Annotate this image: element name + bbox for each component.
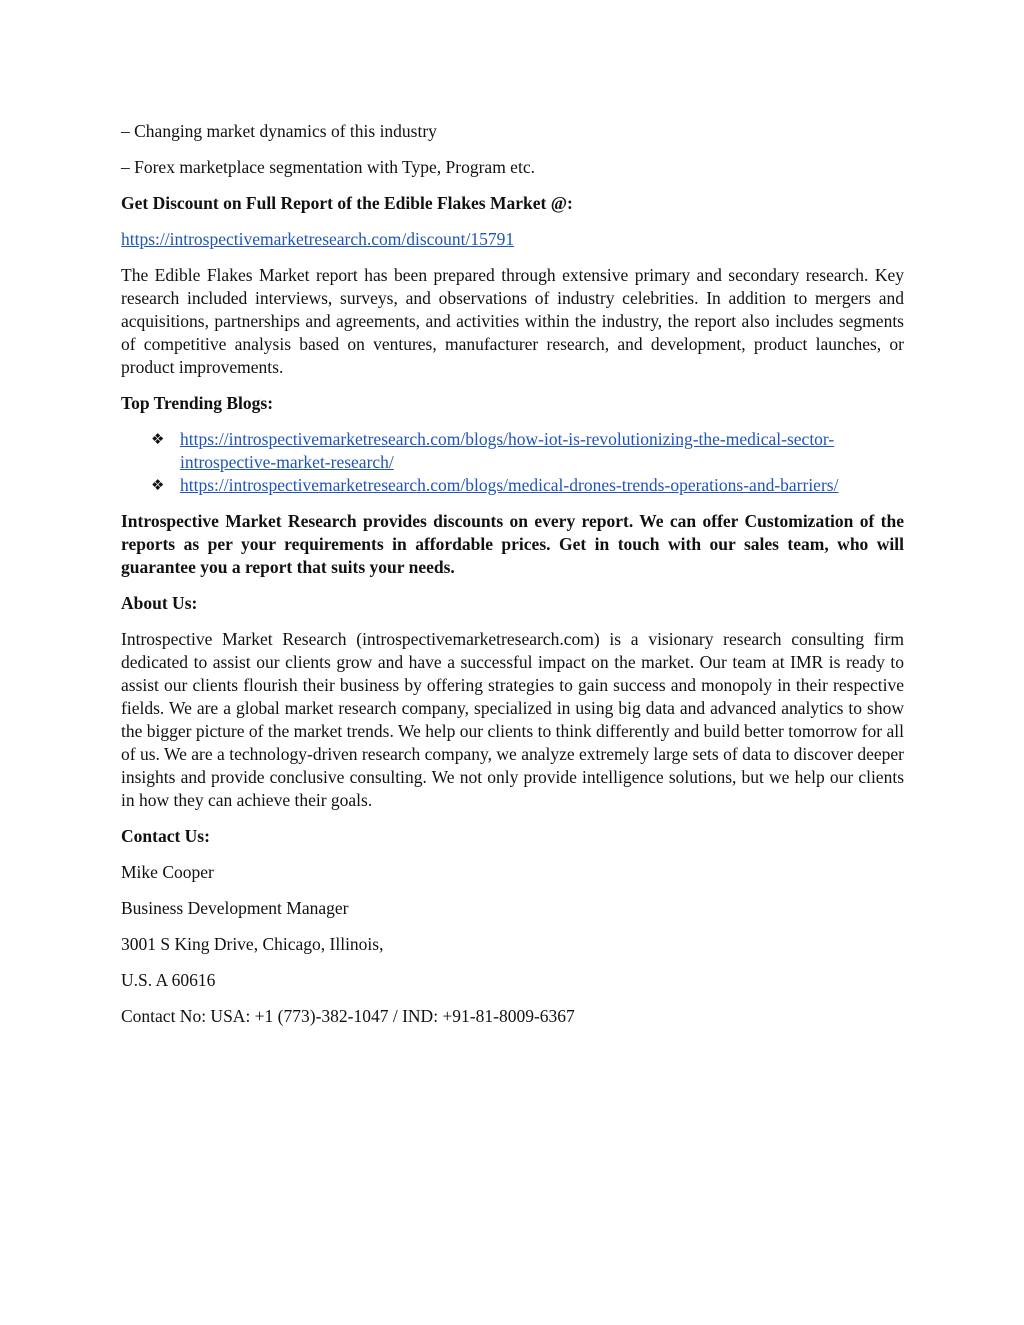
- discount-link-line: [121, 228, 904, 251]
- contact-address-line1: 3001 S King Drive, Chicago, Illinois,: [121, 934, 384, 954]
- blog-link-iot[interactable]: https://introspectivemarketresearch.com/blogs/how-iot-is-revolutionizing-the-medical-sector-introspective-market-research/: [180, 429, 835, 472]
- blog-list-item: [121, 474, 904, 497]
- about-heading: About Us:: [121, 593, 198, 613]
- about-paragraph: Introspective Market Research (introspectivemarketresearch.com) is a visionary research consulting firm dedicated to assist our clients grow and have a successful impact on the market. Our team at IMR is ready to assist our clients flourish their business by offering strategies to gain success and monopoly in their respective fields. We are a global market research company, specialized in using big data and advanced analytics to show the bigger picture of the market trends. We help our clients to think differently and build better tomorrow for all of us. We are a technology-driven research company, we analyze extremely large sets of data to discover deeper insights and provide conclusive consulting. We not only provide intelligence solutions, but we help our clients in how they can achieve their goals.: [121, 629, 904, 810]
- dynamics-line: – Changing market dynamics of this industry: [121, 121, 437, 141]
- contact-name: Mike Cooper: [121, 862, 214, 882]
- offer-paragraph: Introspective Market Research provides discounts on every report. We can offer Customization of the reports as per your requirements in affordable prices. Get in touch with our sales team, who will guarantee you a report that suits your needs.: [121, 511, 904, 577]
- diamond-bullet-icon: ❖: [151, 430, 165, 448]
- contact-title: Business Development Manager: [121, 898, 349, 918]
- contact-heading: Contact Us:: [121, 826, 210, 846]
- blog-list-item: [121, 428, 904, 474]
- diamond-bullet-icon: ❖: [151, 476, 165, 494]
- report-paragraph: The Edible Flakes Market report has been prepared through extensive primary and secondary research. Key research included interviews, surveys, and observations of industry celebrities. In addition to mergers and acquisitions, partnerships and agreements, and activities within the industry, the report also includes segments of competitive analysis based on ventures, manufacturer research, and development, product launches, or product improvements.: [121, 265, 904, 377]
- segmentation-line: – Forex marketplace segmentation with Type, Program etc.: [121, 157, 535, 177]
- blogs-heading: Top Trending Blogs:: [121, 393, 274, 413]
- contact-phone: Contact No: USA: +1 (773)-382-1047 / IND: +91-81-8009-6367: [121, 1006, 575, 1026]
- contact-address-line2: U.S. A 60616: [121, 970, 216, 990]
- discount-link[interactable]: https://introspectivemarketresearch.com/discount/15791: [121, 229, 515, 249]
- blogs-list: [121, 428, 904, 497]
- discount-heading: Get Discount on Full Report of the Edible Flakes Market @:: [121, 193, 573, 213]
- blog-link-drones[interactable]: https://introspectivemarketresearch.com/blogs/medical-drones-trends-operations-and-barriers/: [180, 475, 839, 495]
- document-body: [121, 120, 904, 1041]
